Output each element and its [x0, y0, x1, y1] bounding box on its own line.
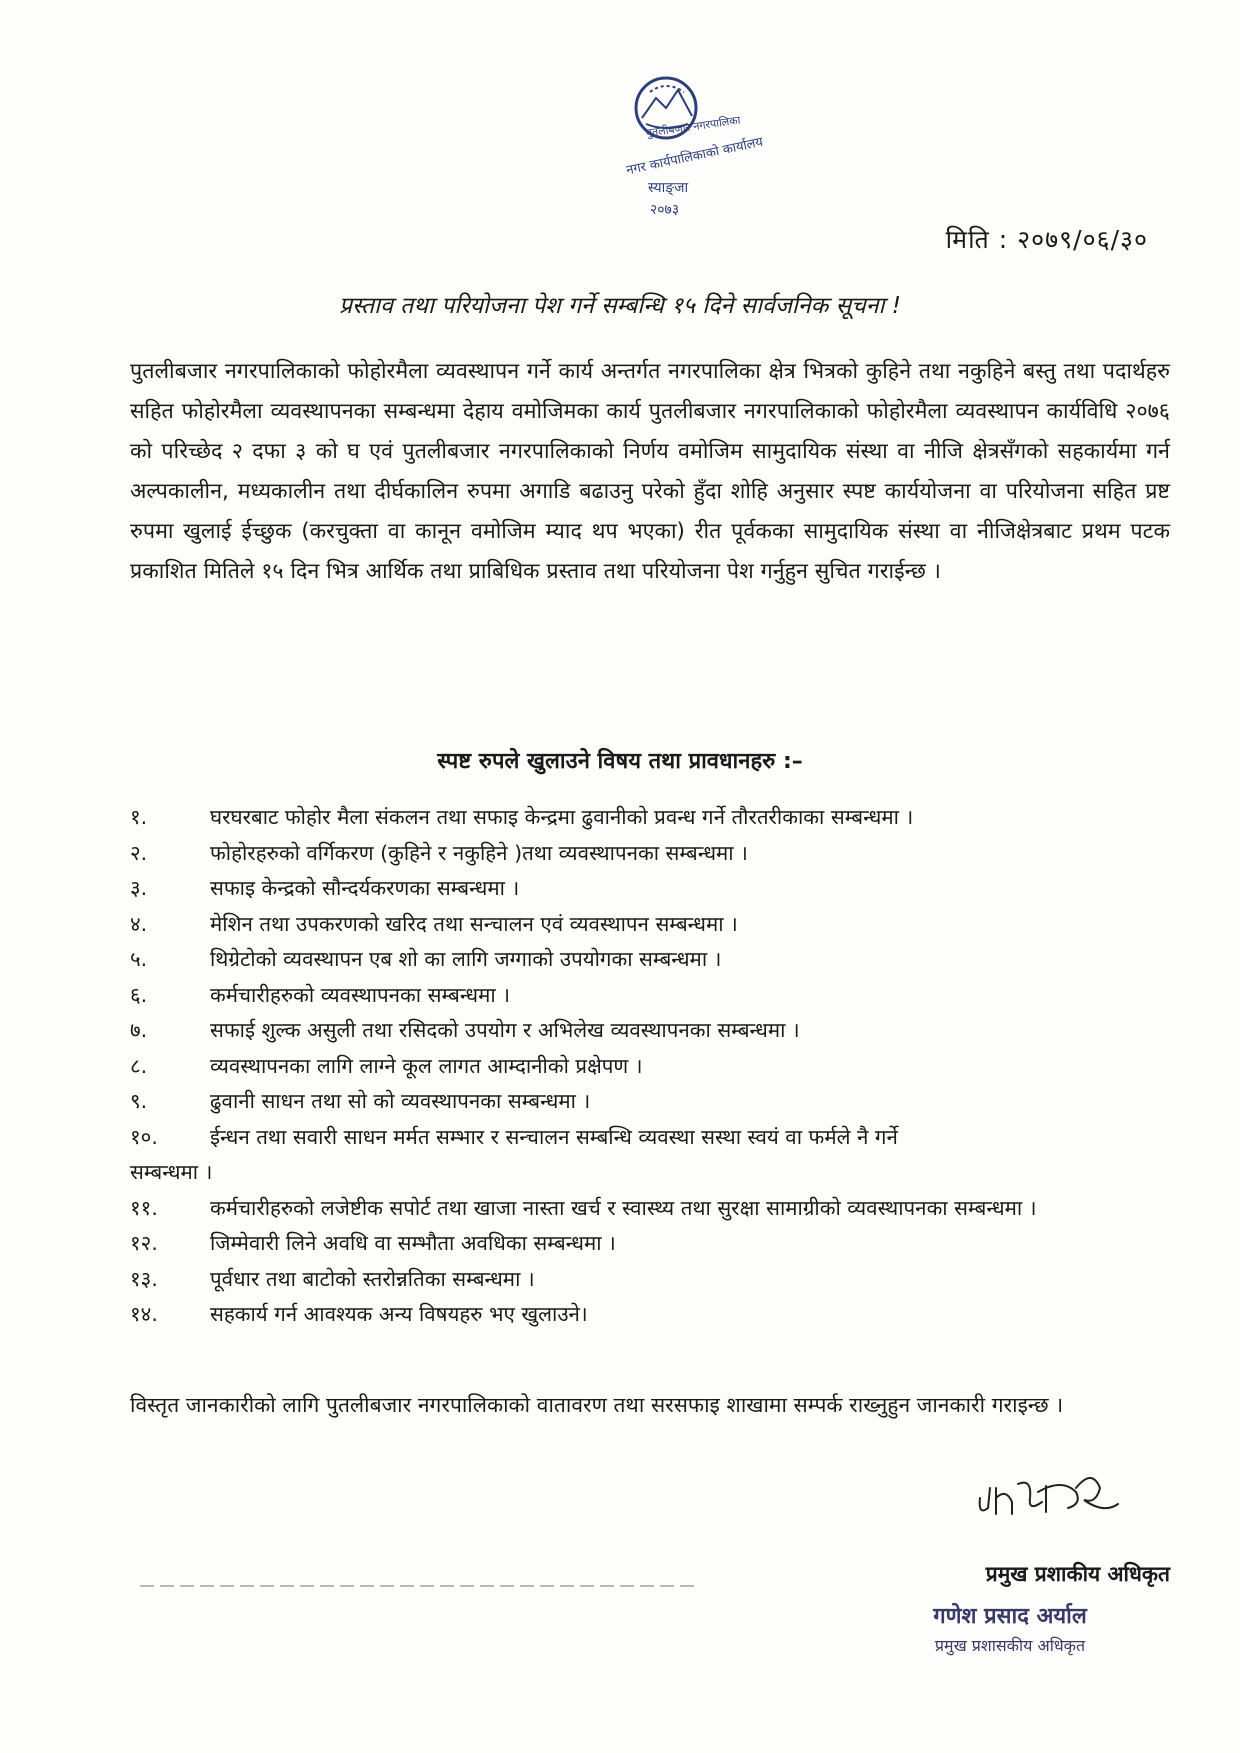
item-number: १३.: [130, 1266, 158, 1291]
item-number: १.: [130, 805, 148, 829]
list-item: [130, 1084, 1170, 1120]
item-number: ५.: [130, 947, 148, 971]
svg-text:स्याङ्जा: स्याङ्जा: [648, 180, 689, 196]
item-text: मेशिन तथा उपकरणको खरिद तथा सन्चालन एवं व्यवस्थापन सम्बन्धमा ।: [210, 911, 738, 936]
svg-text:नगर कार्यपालिकाको कार्यालय: नगर कार्यपालिकाको कार्यालय: [625, 134, 765, 179]
item-text: सहकार्य गर्न आवश्यक अन्य विषयहरु भए खुलाउने।: [210, 1302, 588, 1326]
faded-dotted-line: [140, 1578, 700, 1590]
list-item: [130, 1262, 1170, 1298]
list-item: [130, 1120, 1170, 1156]
item-text: घरघरबाट फोहोर मैला संकलन तथा सफाइ केन्द्रमा ढुवानीको प्रवन्ध गर्ने तौरतरीकाका सम्बन्धमा ।: [210, 805, 914, 829]
item-number: ९.: [130, 1089, 148, 1113]
date-label: मिति :: [945, 225, 1009, 254]
list-item: [130, 1226, 1170, 1262]
list-item: [130, 1013, 1170, 1049]
municipality-seal-logo: [606, 68, 808, 238]
item-text: जिम्मेवारी लिने अवधि वा सम्भौता अवधिका सम्बन्धमा ।: [210, 1231, 616, 1255]
list-item: [130, 907, 1170, 943]
item-text: पूर्वधार तथा बाटोको स्तरोन्नतिका सम्बन्धमा ।: [210, 1266, 535, 1291]
list-item: [130, 836, 1170, 872]
signer-title: प्रमुख प्रशाकीय अधिकृत: [985, 1562, 1170, 1586]
item-number: ६.: [130, 982, 148, 1007]
list-item: [130, 800, 1170, 836]
stamp-designation: प्रमुख प्रशासकीय अधिकृत: [934, 1636, 1086, 1655]
item-text: फोहोरहरुको वर्गिकरण (कुहिने र नकुहिने )तथा व्यवस्थापनका सम्बन्धमा ।: [210, 840, 748, 865]
intro-paragraph: पुतलीबजार नगरपालिकाको फोहोरमैला व्यवस्थापन गर्ने कार्य अन्तर्गत नगरपालिका क्षेत्र भित्रको कुहिने तथा नकुहिने बस्तु तथा पदार्थहरु सहित फोहोरमैला व्यवस्थापनका सम्बन्धमा देहाय वमोजिमका कार्य पुतलीबजार नगरपालिकाको फोहोरमैला व्यवस्थापन कार्यविधि २०७६ को परिच्छेद २ दफा ३ को घ एवं पुतलीबजार नगरपालिकाको निर्णय वमोजिम सामुदायिक संस्था वा नीजि क्षेत्रसँगको सहकार्यमा गर्न अल्पकालीन, मध्यकालीन तथा दीर्घकालिन रुपमा अगाडि बढाउनु परेको हुँदा शोहि अनुसार स्पष्ट कार्ययोजना वा परियोजना सहित प्रष्ट रुपमा खुलाई ईच्छुक (करचुक्ता वा कानून वमोजिम म्याद थप भएका) रीत पूर्वकका सामुदायिक संस्था वा नीजिक्षेत्रबाट प्रथम पटक प्रकाशित मितिले १५ दिन भित्र आर्थिक तथा प्राबिधिक प्रस्ताव तथा परियोजना पेश गर्नुहुन सुचित गराईन्छ ।: [130, 359, 1170, 584]
notice-title: प्रस्ताव तथा परियोजना पेश गर्ने सम्बन्धि १५ दिने सार्वजनिक सूचना !: [338, 293, 902, 319]
item-text: कर्मचारीहरुको लजेष्टीक सपोर्ट तथा खाजा नास्ता खर्च र स्वास्थ्य तथा सुरक्षा सामाग्रीको व्यवस्थापनका सम्बन्धमा ।: [210, 1195, 1037, 1220]
item-text: थिग्रेटोको व्यवस्थापन एब शो का लागि जग्गाको उपयोगका सम्बन्धमा ।: [210, 947, 722, 971]
svg-text:२०७३: २०७३: [650, 202, 680, 218]
item-text: कर्मचारीहरुको व्यवस्थापनका सम्बन्धमा ।: [210, 982, 510, 1007]
svg-text:पुतलीबजार नगरपालिका: पुतलीबजार नगरपालिका: [644, 113, 742, 140]
provisions-list: [130, 800, 1170, 1333]
item-number: ३.: [130, 876, 148, 900]
list-item: [130, 978, 1170, 1014]
item-text: ढुवानी साधन तथा सो को व्यवस्थापनका सम्बन्धमा ।: [210, 1089, 591, 1113]
item-number: १२.: [130, 1231, 158, 1255]
list-item: [130, 871, 1170, 907]
item-number: १४.: [130, 1302, 158, 1326]
official-stamp: [880, 1600, 1140, 1656]
item-text: व्यवस्थापनका लागि लाग्ने कूल लागत आम्दानीको प्रक्षेपण ।: [210, 1053, 643, 1078]
item-number: ११.: [130, 1195, 158, 1220]
notice-date: [946, 222, 1148, 256]
stamp-name: गणेश प्रसाद अर्याल: [933, 1604, 1087, 1629]
date-value: २०७९/०६/३०: [1017, 225, 1148, 254]
list-item: [130, 1297, 1170, 1333]
list-item: [130, 1191, 1170, 1227]
provisions-heading: स्पष्ट रुपले खुलाउने विषय तथा प्रावधानहरु :–: [437, 749, 803, 774]
closing-paragraph: विस्तृत जानकारीको लागि पुतलीबजार नगरपालिकाको वातावरण तथा सरसफाइ शाखामा सम्पर्क राख्नुहुन जानकारी गराइन्छ ।: [130, 1393, 1064, 1417]
item-number: ४.: [130, 911, 148, 936]
item-number: २.: [130, 840, 148, 865]
item-number: ८.: [130, 1053, 148, 1078]
item-text: सफाइ केन्द्रको सौन्दर्यकरणका सम्बन्धमा ।: [210, 876, 520, 900]
item-text: सफाई शुल्क असुली तथा रसिदको उपयोग र अभिलेख व्यवस्थापनका सम्बन्धमा ।: [210, 1018, 800, 1042]
list-item: [130, 942, 1170, 978]
item-number: ७.: [130, 1018, 148, 1042]
item-text: ईन्धन तथा सवारी साधन मर्मत सम्भार र सन्चालन सम्बन्धि व्यवस्था सस्था स्वयं वा फर्मले नै गर्ने: [210, 1124, 898, 1149]
item-number: १०.: [130, 1124, 158, 1149]
list-item: [130, 1049, 1170, 1085]
item-continuation: सम्बन्धमा ।: [130, 1160, 213, 1184]
handwritten-signature: [972, 1458, 1124, 1528]
